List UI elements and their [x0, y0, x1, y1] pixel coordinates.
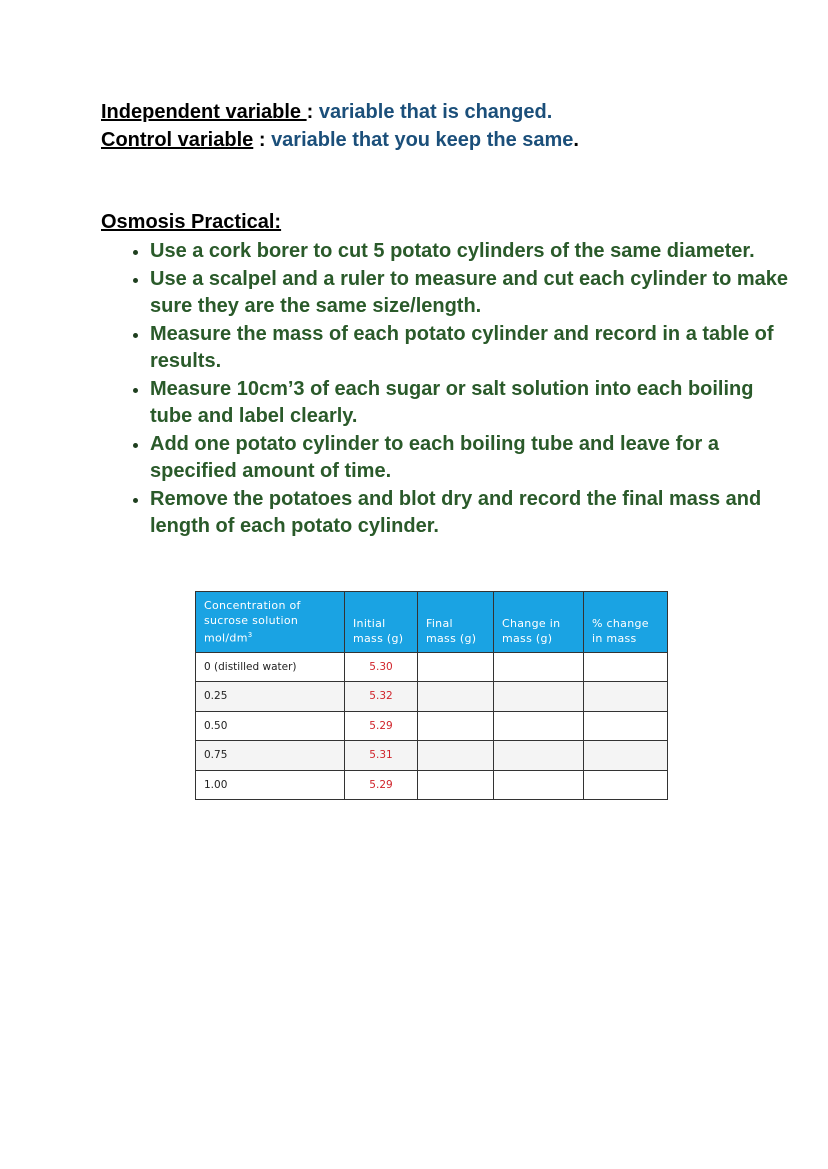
cell-concentration: 0.75	[196, 741, 345, 771]
practical-step: • Use a scalpel and a ruler to measure and cut each cylinder to make sure they are the same size/length.	[150, 266, 790, 321]
header-concentration: Concentration of sucrose solution mol/$dm^3$	[196, 592, 345, 653]
practical-step: • Measure 10cm’3 of each sugar or salt solution into each boiling tube and label clearly.	[150, 376, 790, 431]
control-variable-text: variable that you keep the same	[271, 129, 574, 151]
control-variable-definition	[101, 129, 579, 152]
independent-variable-text: variable that is changed.	[318, 101, 553, 123]
cell-initial-mass: 5.29	[345, 770, 418, 800]
cell-percent-change	[584, 682, 668, 712]
table-row	[196, 682, 668, 712]
independent-variable-separator: :	[306, 101, 314, 123]
control-variable-separator: :	[258, 129, 266, 151]
cell-concentration: 0 (distilled water)	[196, 652, 345, 682]
cell-percent-change	[584, 711, 668, 741]
cell-final-mass	[418, 741, 494, 771]
cell-final-mass	[418, 682, 494, 712]
cell-final-mass	[418, 770, 494, 800]
header-initial-mass: Initial mass (g)	[345, 592, 418, 653]
table-header-row	[196, 592, 668, 653]
osmosis-practical-title: Osmosis Practical:	[101, 211, 282, 233]
cell-percent-change	[584, 652, 668, 682]
cell-final-mass	[418, 652, 494, 682]
control-variable-term: Control variable	[101, 129, 254, 151]
cell-change-in-mass	[494, 711, 584, 741]
practical-step: • Remove the potatoes and blot dry and record the final mass and length of each potato cylinder.	[150, 486, 790, 541]
practical-step: • Add one potato cylinder to each boiling tube and leave for a specified amount of time.	[150, 431, 790, 486]
cell-concentration: 0.25	[196, 682, 345, 712]
independent-variable-term: Independent variable	[101, 101, 307, 123]
cell-percent-change	[584, 741, 668, 771]
cell-concentration: 1.00	[196, 770, 345, 800]
cell-change-in-mass	[494, 770, 584, 800]
cell-change-in-mass	[494, 682, 584, 712]
control-variable-period: .	[573, 129, 579, 151]
cell-percent-change	[584, 770, 668, 800]
header-change-in-mass: Change in mass (g)	[494, 592, 584, 653]
cell-initial-mass: 5.29	[345, 711, 418, 741]
cell-final-mass	[418, 711, 494, 741]
practical-step: • Measure the mass of each potato cylinder and record in a table of results.	[150, 321, 790, 376]
table-row	[196, 770, 668, 800]
results-table	[195, 591, 668, 800]
table-row	[196, 652, 668, 682]
practical-step: • Use a cork borer to cut 5 potato cylinders of the same diameter.	[150, 238, 790, 266]
table-row	[196, 711, 668, 741]
cell-initial-mass: 5.30	[345, 652, 418, 682]
table-row	[196, 741, 668, 771]
cell-initial-mass: 5.31	[345, 741, 418, 771]
independent-variable-definition	[101, 101, 552, 124]
cell-change-in-mass	[494, 741, 584, 771]
header-percent-change: % change in mass	[584, 592, 668, 653]
cell-concentration: 0.50	[196, 711, 345, 741]
cell-initial-mass: 5.32	[345, 682, 418, 712]
practical-steps-list	[101, 238, 790, 541]
header-final-mass: Final mass (g)	[418, 592, 494, 653]
cell-change-in-mass	[494, 652, 584, 682]
